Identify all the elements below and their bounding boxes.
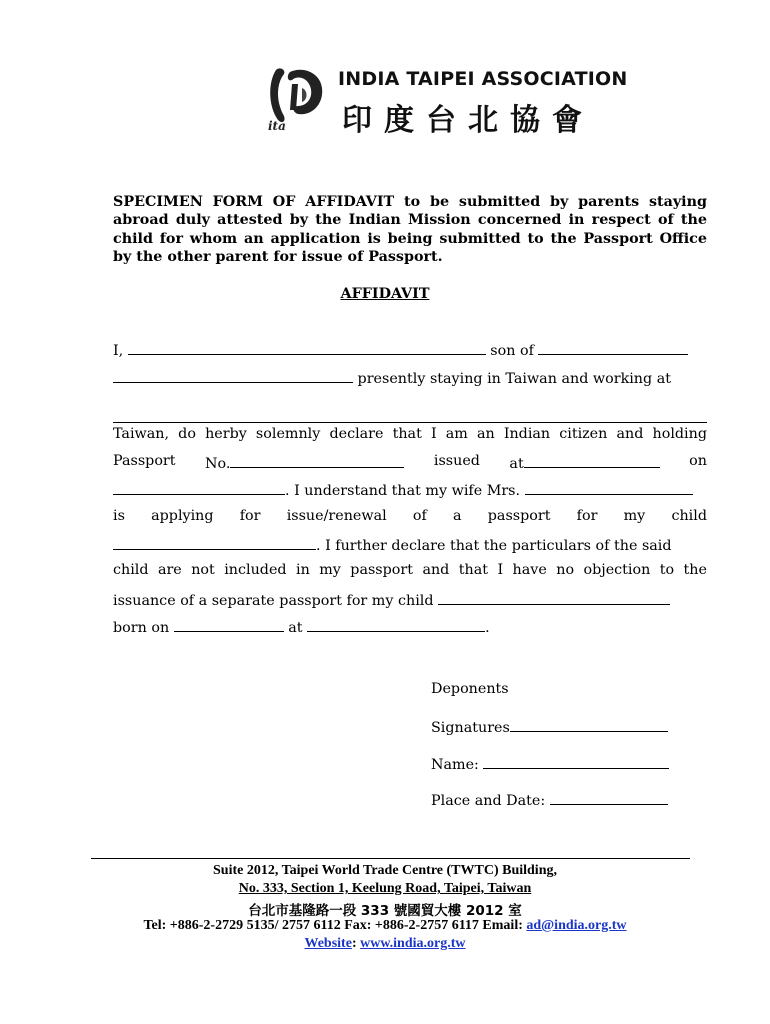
word: my [623,508,646,524]
word: passport [350,562,413,578]
word: in [296,562,310,578]
org-name-chinese: 印度台北協會 [342,103,594,138]
footer-address-line-1: Suite 2012, Taipei World Trade Centre (TWTC) Building, [213,863,557,878]
footer-address-line-2-text: No. 333, Section 1, Keelung Road, Taipei, Taiwan [238,881,532,896]
word: not [191,562,215,578]
footer-tel-fax: Tel: +886-2-2729 5135/ 2757 6112 Fax: +886-2-2757 6117 Email: [143,918,523,933]
name-blank[interactable] [128,340,486,355]
body-line-7 [113,535,707,555]
word: have [512,562,547,578]
website-link[interactable]: www.india.org.tw [360,936,466,951]
word: included [224,562,287,578]
ita-logo-icon [262,62,332,134]
word: a [453,508,462,524]
word: Taiwan, [113,426,170,442]
text-i: I, [113,343,124,359]
footer-divider [91,858,690,859]
word: I [497,562,504,578]
word: that [458,562,488,578]
footer-address-line-2 [0,881,770,897]
website-label: Website [304,936,352,951]
word: issue/renewal [286,508,387,524]
body-line-4 [113,453,707,473]
word: child [113,562,149,578]
text-on: on [689,453,707,469]
text-further-declare: . I further declare that the particulars of the said [316,538,672,554]
word: to [659,562,675,578]
issue-place-blank[interactable] [524,453,660,468]
word: applying [151,508,214,524]
child-name-blank[interactable] [113,535,316,550]
text-no: No. [204,456,231,472]
header-logo [262,62,628,138]
body-line-9 [113,590,707,610]
passport-no-group [205,453,404,473]
org-name: INDIA TAIPEI ASSOCIATION [338,68,628,90]
body-line-8 [113,562,707,582]
text-period: . [485,620,490,636]
text-at-2: at [288,620,303,636]
birth-place-blank[interactable] [307,617,485,632]
body-line-5 [113,480,707,500]
birth-date-blank[interactable] [174,617,284,632]
word: that [392,426,422,442]
word: for [576,508,598,524]
word: no [556,562,575,578]
word: passport [487,508,551,524]
affidavit-heading [0,286,770,302]
intro-paragraph: SPECIMEN FORM OF AFFIDAVIT to be submitted by parents staying abroad duly attested by the Indian Mission concerned in respect of the child for whom an application is being submitted to the Passport Office by the other parent for issue of Passport. [113,194,707,265]
word: child [671,508,707,524]
word: and [616,426,644,442]
logo-text: ita [268,119,286,133]
name-row [431,754,669,773]
text-issuance: issuance of a separate passport for my child [113,593,434,609]
word: objection [583,562,651,578]
word: the [683,562,707,578]
affidavit-heading-text: AFFIDAVIT [340,286,430,302]
word: am [445,426,468,442]
text-understand-wife: . I understand that my wife Mrs. [285,483,521,499]
body-line-1 [113,340,707,360]
word: Indian [503,426,551,442]
signatures-label: Signatures [431,720,510,736]
word: holding [652,426,707,442]
word: my [319,562,341,578]
footer-contact [0,918,770,934]
word: are [157,562,182,578]
name-label: Name: [431,757,479,773]
email-link[interactable]: ad@india.org.tw [526,918,627,933]
body-line-3 [113,426,707,446]
text-son-of: son of [490,343,534,359]
place-date-row [431,790,668,809]
word: of [412,508,427,524]
word: an [476,426,495,442]
word: declare [329,426,384,442]
word: herby [205,426,247,442]
body-line-6 [113,508,707,528]
text-at: at [509,456,524,472]
word: citizen [559,426,608,442]
body-line-2 [113,368,707,388]
text-issued: issued [433,453,480,469]
word: solemnly [255,426,321,442]
deponents-label: Deponents [431,681,509,697]
issue-date-blank[interactable] [113,480,285,495]
father-name-blank[interactable] [538,340,688,355]
word: I [430,426,437,442]
issued-at-group [509,453,659,473]
text-passport: Passport [113,453,176,469]
wife-name-blank[interactable] [525,480,693,495]
place-date-label: Place and Date: [431,793,546,809]
signature-blank[interactable] [510,717,668,732]
father-name-continued-blank[interactable] [113,368,353,383]
footer-website [0,936,770,952]
passport-number-blank[interactable] [230,453,404,468]
place-date-blank[interactable] [550,790,668,805]
footer-address-chinese: 台北市基隆路一段 333 號國貿大樓 2012 室 [248,903,522,919]
signatures-row [431,717,668,736]
text-born-on: born on [113,620,170,636]
word: for [239,508,261,524]
deponent-name-blank[interactable] [483,754,669,769]
workplace-blank[interactable] [113,422,707,423]
text-presently-staying: presently staying in Taiwan and working at [357,371,671,387]
body-line-10 [113,617,707,637]
child-name-2-blank[interactable] [438,590,670,605]
website-sep: : [351,936,357,951]
word: and [422,562,450,578]
word: is [113,508,125,524]
word: do [178,426,196,442]
